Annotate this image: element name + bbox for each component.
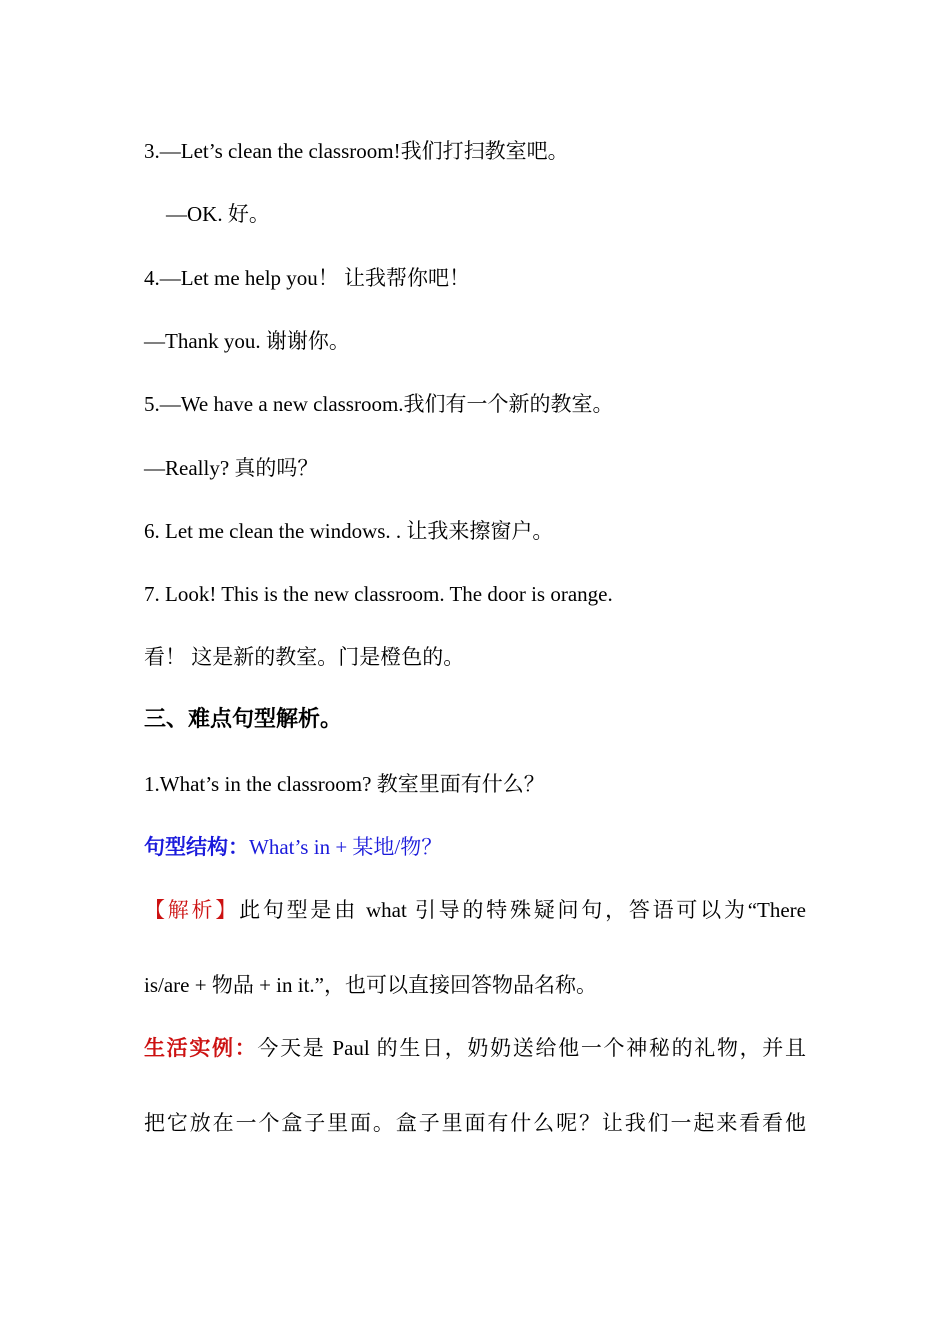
dialog-line-5: 5.—We have a new classroom.我们有一个新的教室。 [144, 392, 614, 416]
sentence-7: 7. Look! This is the new classroom. The door is orange. [144, 582, 613, 606]
example-line-1 [144, 1034, 806, 1062]
dialog-line-5-reply: —Really? 真的吗？ [144, 456, 319, 480]
dialog-line-3: 3.—Let’s clean the classroom!我们打扫教室吧。 [144, 139, 569, 163]
dialog-line-4: 4.—Let me help you！ 让我帮你吧！ [144, 266, 471, 290]
dialog-line-4-reply: —Thank you. 谢谢你。 [144, 329, 350, 353]
analysis-line-2: is/are + 物品 + in it.”，也可以直接回答物品名称。 [144, 973, 597, 997]
structure-line [144, 833, 442, 861]
sentence-7-translation: 看！ 这是新的教室。门是橙色的。 [144, 645, 465, 669]
analysis-text-1: 此句型是由 what 引导的特殊疑问句，答语可以为“There [239, 898, 806, 922]
structure-text: What’s in + 某地/物？ [249, 835, 443, 859]
example-label: 生活实例： [144, 1036, 258, 1060]
key-sentence-1: 1.What’s in the classroom? 教室里面有什么？ [144, 772, 545, 796]
sentence-6: 6. Let me clean the windows. . 让我来擦窗户。 [144, 519, 554, 543]
section-heading: 三、难点句型解析。 [144, 707, 343, 732]
structure-label: 句型结构： [144, 835, 249, 859]
example-line-2: 把它放在一个盒子里面。盒子里面有什么呢？让我们一起来看看他 [144, 1111, 806, 1135]
dialog-line-3-reply: —OK. 好。 [166, 202, 270, 226]
example-text-1: 今天是 Paul 的生日，奶奶送给他一个神秘的礼物，并且 [257, 1036, 806, 1060]
analysis-line-1 [144, 896, 806, 924]
analysis-label: 【解析】 [144, 898, 240, 922]
